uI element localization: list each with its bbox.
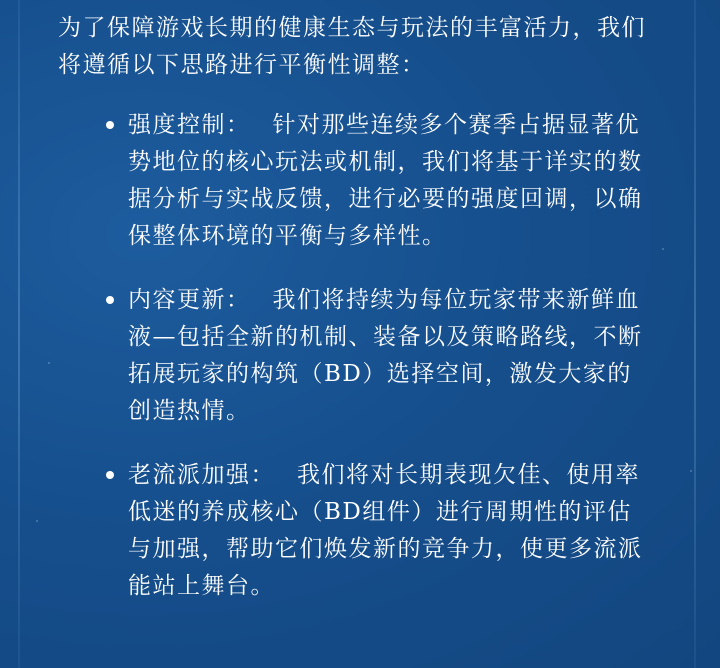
bullet-dot-icon xyxy=(106,296,114,304)
list-item-strength-control xyxy=(104,107,644,255)
background-speck xyxy=(690,470,692,472)
bullet-dot-icon xyxy=(106,121,114,129)
background-speck xyxy=(36,520,38,522)
point-title: 老流派加强： xyxy=(128,462,275,488)
point-title: 内容更新： xyxy=(128,287,251,313)
background-speck xyxy=(48,362,50,364)
bullet-dot-icon xyxy=(106,471,114,479)
point-title: 强度控制： xyxy=(128,112,251,138)
point-text: 针对那些连续多个赛季占据显著优势地位的核心玩法或机制，我们将基于详实的数据分析与实战反馈，进行必要的强度回调，以确保整体环境的平衡与多样性。 xyxy=(128,112,643,249)
left-frame-line xyxy=(18,0,20,668)
list-item-legacy-build-buff xyxy=(104,457,644,605)
point-text: 我们将持续为每位玩家带来新鲜血液—包括全新的机制、装备以及策略路线，不断拓展玩家的构筑（BD）选择空间，激发大家的创造热情。 xyxy=(128,287,643,424)
intro-paragraph: 为了保障游戏长期的健康生态与玩法的丰富活力，我们将遵循以下思路进行平衡性调整： xyxy=(58,15,646,78)
right-frame-line xyxy=(694,0,696,668)
point-text: 我们将对长期表现欠佳、使用率低迷的养成核心（BD组件）进行周期性的评估与加强，帮助它们焕发新的竞争力，使更多流派能站上舞台。 xyxy=(128,462,643,599)
background-speck xyxy=(662,248,664,250)
adjustment-list xyxy=(104,107,644,632)
list-item-content-update xyxy=(104,282,644,430)
